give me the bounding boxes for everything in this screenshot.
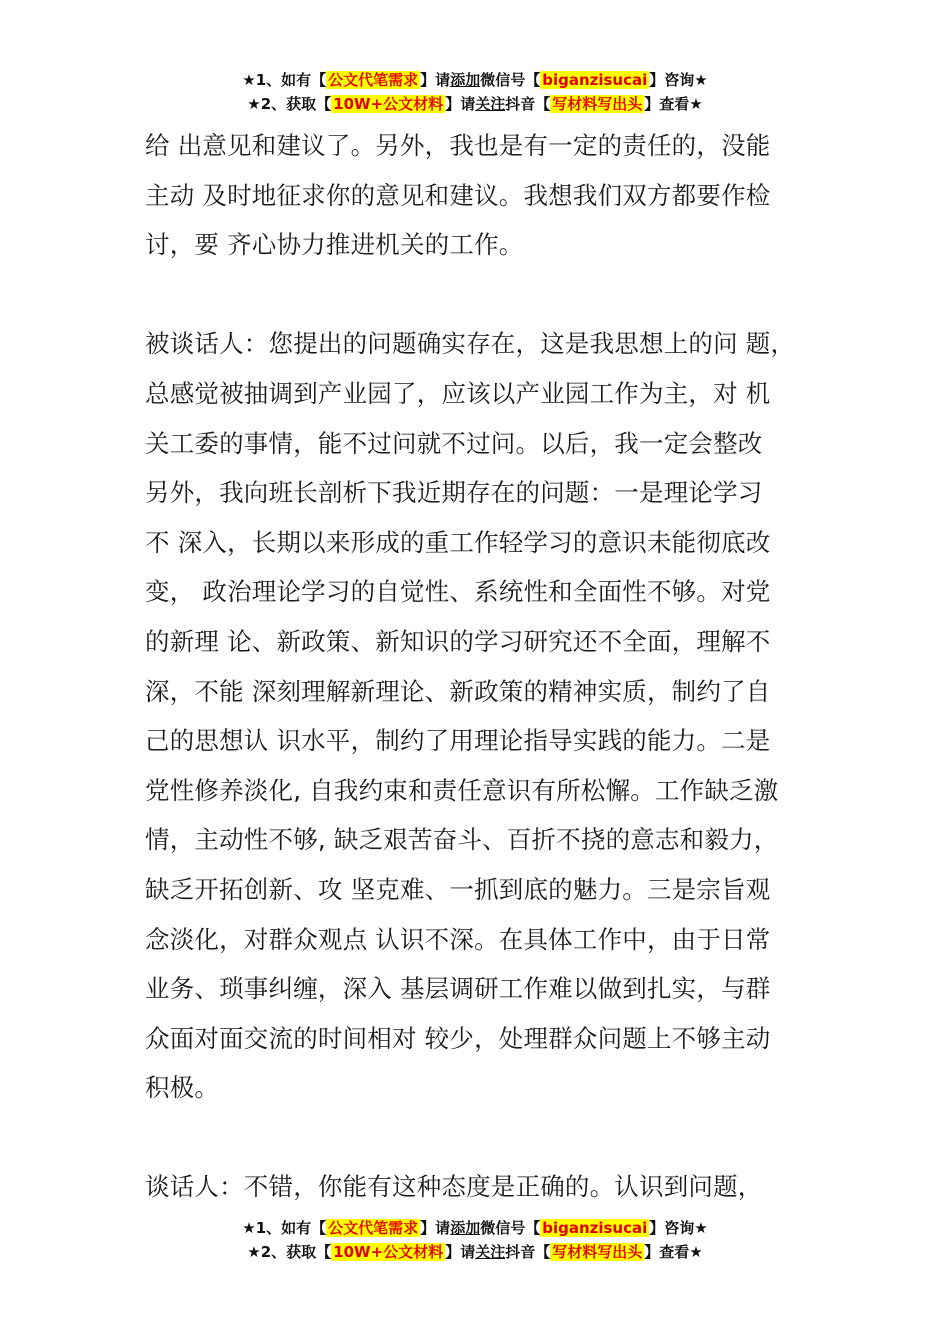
banner-underlined: 关注 xyxy=(475,95,506,113)
banner-text: 】查看★ xyxy=(644,1243,703,1261)
text-line: 情，主动性不够, 缺乏艰苦奋斗、百折不挠的意志和毅力， xyxy=(145,825,779,855)
banner-text: 】请 xyxy=(420,71,451,89)
banner-text: 】咨询★ xyxy=(649,1219,708,1237)
banner-text: 】查看★ xyxy=(644,95,703,113)
banner-highlight: 10W+公文材料 xyxy=(333,1243,444,1261)
banner-text: 】咨询★ xyxy=(649,71,708,89)
bottom-banner xyxy=(0,1216,950,1264)
banner-line-1 xyxy=(0,1216,950,1240)
text-line: 己的思想认 识水平，制约了用理论指导实践的能力。二是 xyxy=(145,726,771,756)
banner-line-1 xyxy=(0,68,950,92)
banner-line-2 xyxy=(0,1240,950,1264)
text-line: 党性修养淡化, 自我约束和责任意识有所松懈。工作缺乏激 xyxy=(145,775,779,805)
paragraph-1 xyxy=(145,121,835,270)
text-line: 给 出意见和建议了。另外，我也是有一定的责任的，没能 xyxy=(145,131,771,160)
banner-text: ★2、获取【 xyxy=(247,1243,332,1261)
top-banner xyxy=(0,68,950,116)
banner-highlight: 公文代笔需求 xyxy=(328,71,419,89)
text-line: 业务、琐事纠缠，深入 基层调研工作难以做到扎实，与群 xyxy=(145,974,771,1004)
banner-text: 】请 xyxy=(445,1243,476,1261)
banner-text: ★1、如有【 xyxy=(242,71,327,89)
document-body xyxy=(145,121,835,1212)
banner-text: 】请 xyxy=(445,95,476,113)
text-line: 的新理 论、新政策、新知识的学习研究还不全面，理解不 xyxy=(145,626,771,656)
text-line: 讨，要 齐心协力推进机关的工作。 xyxy=(145,230,524,260)
banner-text: ★2、获取【 xyxy=(247,95,332,113)
text-line: 总感觉被抽调到产业园了，应该以产业园工作为主，对 机 xyxy=(145,378,771,408)
text-line: 关工委的事情，能不过问就不过问。以后，我一定会整改 xyxy=(145,428,763,458)
text-line: 念淡化，对群众观点 认识不深。在具体工作中，由于日常 xyxy=(145,924,771,954)
banner-text: 抖音【 xyxy=(505,95,551,113)
banner-text: ★1、如有【 xyxy=(242,1219,327,1237)
text-line: 另外，我向班长剖析下我近期存在的问题：一是理论学习 xyxy=(145,478,763,508)
banner-douyin-id: 写材料写出头 xyxy=(552,95,643,113)
text-line: 积极。 xyxy=(145,1073,220,1103)
banner-underlined: 关注 xyxy=(475,1243,506,1261)
text-line: 众面对面交流的时间相对 较少，处理群众问题上不够主动 xyxy=(145,1023,771,1053)
text-line: 被谈话人：您提出的问题确实存在，这是我思想上的问 题， xyxy=(145,329,796,359)
text-line: 谈话人：不错，你能有这种态度是正确的。认识到问题， xyxy=(145,1172,763,1202)
banner-text: 抖音【 xyxy=(505,1243,551,1261)
banner-line-2 xyxy=(0,92,950,116)
paragraph-gap xyxy=(145,1113,835,1163)
banner-highlight: 公文代笔需求 xyxy=(328,1219,419,1237)
banner-text: 】请 xyxy=(420,1219,451,1237)
text-line: 缺乏开拓创新、攻 坚克难、一抓到底的魅力。三是宗旨观 xyxy=(145,874,771,904)
text-line: 主动 及时地征求你的意见和建议。我想我们双方都要作检 xyxy=(145,180,771,210)
banner-wechat-id: biganzisucai xyxy=(542,1219,648,1237)
banner-text: 微信号【 xyxy=(480,71,541,89)
banner-douyin-id: 写材料写出头 xyxy=(552,1243,643,1261)
banner-highlight: 10W+公文材料 xyxy=(333,95,444,113)
banner-underlined: 添加 xyxy=(450,71,481,89)
paragraph-2 xyxy=(145,319,835,1113)
banner-text: 微信号【 xyxy=(480,1219,541,1237)
paragraph-3 xyxy=(145,1162,835,1212)
text-line: 变， 政治理论学习的自觉性、系统性和全面性不够。对党 xyxy=(145,577,771,607)
banner-wechat-id: biganzisucai xyxy=(542,71,648,89)
text-line: 深，不能 深刻理解新理论、新政策的精神实质，制约了自 xyxy=(145,676,771,706)
text-line: 不 深入，长期以来形成的重工作轻学习的意识未能彻底改 xyxy=(145,527,771,557)
banner-underlined: 添加 xyxy=(450,1219,481,1237)
paragraph-gap xyxy=(145,270,835,320)
